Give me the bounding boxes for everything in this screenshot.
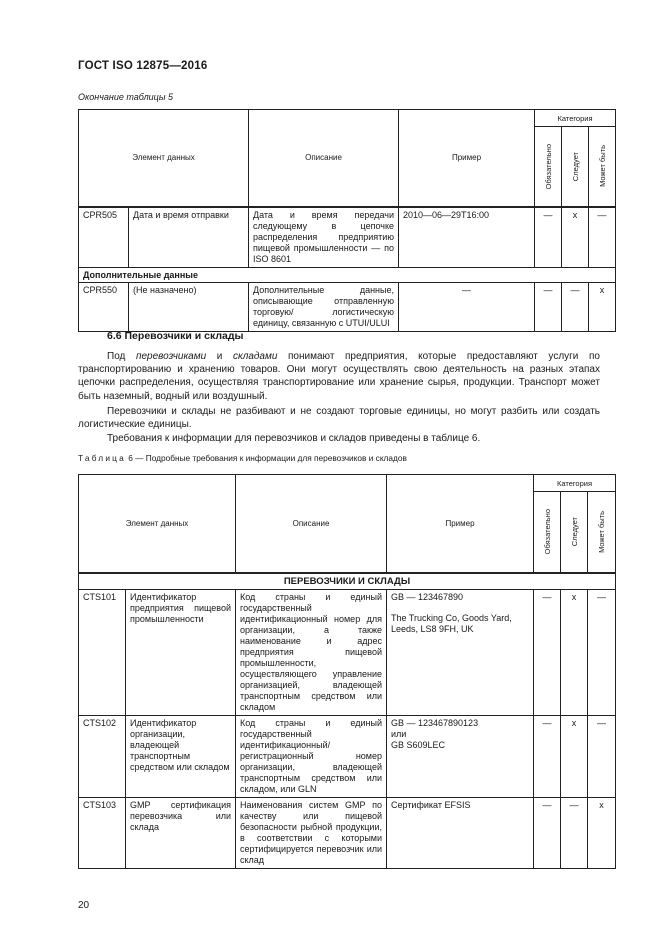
row-should: x xyxy=(561,589,588,715)
col-header-element: Элемент данных xyxy=(79,475,236,573)
row-may: x xyxy=(589,282,616,331)
row-description: Код страны и единый государственный идентификационный номер для организации, а также наименование и адрес предприятия пищевой промышленности, осуществляющего управление организацией, владеющей транспортным средством или складом xyxy=(236,589,387,715)
table5-caption: Окончание таблицы 5 xyxy=(78,92,173,102)
table-6 xyxy=(78,474,616,869)
row-element: GMP сертификация перевозчика или склада xyxy=(126,797,236,868)
paragraph-1: Под перевозчиками и складами понимают предприятия, которые предоставляют услуги по транспортированию и хранению товаров. Они могут осуществлять свою деятельность на разных этапах цепочки распределения, осуществляя транспортирование или хранение сырья, продукции. Транспорт может быть наземный, водный или воздушный. xyxy=(78,351,600,402)
row-mandatory: — xyxy=(534,715,561,797)
col-header-example: Пример xyxy=(387,475,534,573)
row-mandatory: — xyxy=(534,797,561,868)
row-may: — xyxy=(589,207,616,268)
row-should: x xyxy=(562,207,589,268)
col-header-may: Может быть xyxy=(588,492,616,573)
table-row xyxy=(79,797,616,868)
row-code: CTS103 xyxy=(79,797,126,868)
table6-caption: Таблица 6 — Подробные требования к информации для перевозчиков и складов xyxy=(78,453,407,463)
row-should: — xyxy=(562,282,589,331)
row-example: 2010—06—29T16:00 xyxy=(399,207,535,268)
table-row xyxy=(79,282,616,331)
col-header-should: Следует xyxy=(562,127,589,207)
col-header-may: Может быть xyxy=(589,127,616,207)
row-should: x xyxy=(561,715,588,797)
term-warehouses: складами xyxy=(232,351,278,362)
col-header-example: Пример xyxy=(399,110,535,207)
row-code: CTS102 xyxy=(79,715,126,797)
row-code: CTS101 xyxy=(79,589,126,715)
table-5 xyxy=(78,109,616,332)
row-code: CPR505 xyxy=(79,207,129,268)
row-code: CPR550 xyxy=(79,282,129,331)
col-header-category: Категория xyxy=(534,475,616,492)
document-header: ГОСТ ISO 12875—2016 xyxy=(78,60,208,72)
row-element: Дата и время отправки xyxy=(129,207,249,268)
paragraph-3: Требования к информации для перевозчиков и складов приведены в таблице 6. xyxy=(107,433,481,444)
row-may: — xyxy=(588,715,616,797)
col-header-should: Следует xyxy=(561,492,588,573)
col-header-mandatory: Обязательно xyxy=(534,492,561,573)
col-header-element: Элемент данных xyxy=(79,110,249,207)
row-description: Дата и время передачи следующему в цепочке распределения предприятию пищевой промышленности — по ISO 8601 xyxy=(249,207,399,268)
row-mandatory: — xyxy=(535,282,562,331)
row-description: Код страны и единый государственный идентификационный/регистрационный номер организации, владеющей транспортным средством или складом, или GLN xyxy=(236,715,387,797)
paragraph-2: Перевозчики и склады не разбивают и не создают торговые единицы, но могут разбить или создать логистические единицы. xyxy=(78,406,600,431)
col-header-category: Категория xyxy=(535,110,616,127)
col-header-mandatory: Обязательно xyxy=(535,127,562,207)
row-description: Наименования систем GMP по качеству или пищевой безопасности рыбной продукции, в соответствии с которыми сертифицируется перевозчик или склад xyxy=(236,797,387,868)
table6-section-title: ПЕРЕВОЗЧИКИ И СКЛАДЫ xyxy=(79,573,616,590)
row-mandatory: — xyxy=(534,589,561,715)
table-row xyxy=(79,207,616,268)
row-example: — xyxy=(399,282,535,331)
row-example: GB — 123467890123 или GB S609LEC xyxy=(387,715,534,797)
row-mandatory: — xyxy=(535,207,562,268)
row-description: Дополнительные данные, описывающие отправленную торговую/ логистическую единицу, связанную с UTUI/ULUI xyxy=(249,282,399,331)
col-header-description: Описание xyxy=(236,475,387,573)
row-may: x xyxy=(588,797,616,868)
row-element: Идентификатор предприятия пищевой промышленности xyxy=(126,589,236,715)
row-should: — xyxy=(561,797,588,868)
term-carriers: перевозчиками xyxy=(135,351,207,362)
row-example: GB — 123467890 The Trucking Co, Goods Yard, Leeds, LS8 9FH, UK xyxy=(387,589,534,715)
section-title: 6.6 Перевозчики и склады xyxy=(107,330,244,342)
table-row xyxy=(79,715,616,797)
page-number: 20 xyxy=(78,900,90,911)
row-element: Идентификатор организации, владеющей транспортным средством или складом xyxy=(126,715,236,797)
col-header-description: Описание xyxy=(249,110,399,207)
table5-subheader: Дополнительные данные xyxy=(79,267,616,282)
row-may: — xyxy=(588,589,616,715)
row-element: (Не назначено) xyxy=(129,282,249,331)
row-example: Сертификат EFSIS xyxy=(387,797,534,868)
table-row xyxy=(79,589,616,715)
